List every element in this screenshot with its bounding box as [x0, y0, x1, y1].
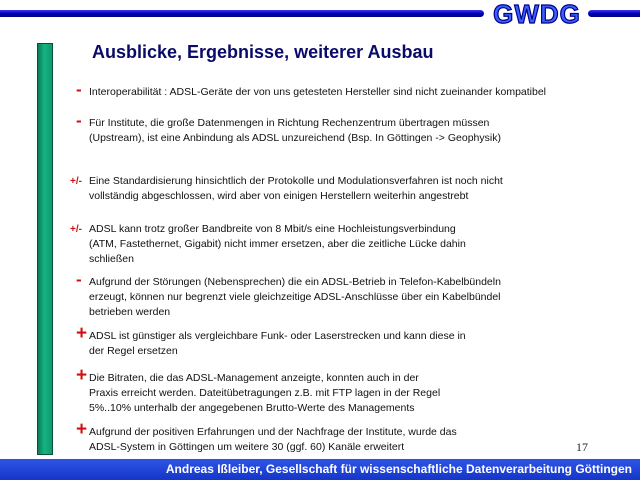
bullet-text: der Regel ersetzen	[89, 345, 178, 357]
bullet-marker: +/-	[70, 224, 82, 235]
bullet-item-2	[70, 111, 625, 146]
bullet-marker: +	[76, 323, 88, 344]
bullet-text: Eine Standardisierung hinsichtlich der Protokolle und Modulationsverfahren ist noch nicht	[89, 175, 503, 187]
gwdg-logo	[487, 0, 587, 28]
side-accent-bar	[37, 43, 53, 455]
bullet-text: schließen	[89, 253, 134, 265]
bullet-text: ADSL ist günstiger als vergleichbare Funk- oder Laserstrecken und kann diese in	[89, 330, 466, 342]
bullet-item-1	[70, 80, 625, 100]
bullet-marker: -	[76, 80, 82, 99]
page-number: 17	[576, 440, 588, 454]
bullet-item-4	[70, 222, 625, 267]
footer-bar	[0, 459, 640, 480]
bullet-item-7	[70, 365, 625, 416]
bullet-item-5	[70, 270, 625, 320]
bullet-text: Die Bitraten, die das ADSL-Management anzeigte, konnten auch in der	[89, 372, 419, 384]
bullet-text: ADSL kann trotz großer Bandbreite von 8 Mbit/s eine Hochleistungsverbindung	[89, 223, 456, 235]
bullet-item-6	[70, 323, 625, 359]
bullet-text: Aufgrund der positiven Erfahrungen und der Nachfrage der Institute, wurde das	[89, 426, 457, 438]
bullet-marker: +	[76, 419, 88, 440]
bullet-marker: -	[76, 270, 82, 289]
bullet-text: Praxis erreicht werden. Dateitübetragungen z.B. mit FTP lagen in der Regel	[89, 387, 441, 399]
slide-title: Ausblicke, Ergebnisse, weiterer Ausbau	[92, 42, 434, 62]
header-bar-right	[588, 10, 640, 17]
bullet-text: Aufgrund der Störungen (Nebensprechen) die ein ADSL-Betrieb in Telefon-Kabelbündeln	[89, 276, 501, 288]
bullet-item-3	[70, 174, 625, 204]
bullet-item-8	[70, 419, 625, 455]
bullet-text: Interoperabilität : ADSL-Geräte der von uns getesteten Hersteller sind nicht zueinander kompatibel	[89, 86, 547, 98]
bullet-text: 5%..10% unterhalb der angegebenen Brutto-Werte des Managements	[89, 402, 415, 414]
bullet-text: (ATM, Fastethernet, Gigabit) nicht immer ersetzen, aber die zeitliche Lücke dahin	[89, 238, 466, 250]
bullet-text: ADSL-System in Göttingen um weitere 30 (ggf. 60) Kanäle erweitert	[89, 441, 405, 453]
header-bar-left	[0, 10, 484, 17]
bullet-text: vollständig abgeschlossen, wird aber von einigen Herstellern weiterhin angestrebt	[89, 190, 469, 202]
bullet-marker: -	[76, 111, 82, 130]
bullet-text: erzeugt, können nur begrenzt viele gleichzeitige ADSL-Anschlüsse über ein Kabelbündel	[89, 291, 501, 303]
bullet-text: betrieben werden	[89, 306, 171, 318]
svg-text:GWDG: GWDG	[493, 0, 581, 28]
bullet-text: Für Institute, die große Datenmengen in Richtung Rechenzentrum übertragen müssen	[89, 117, 490, 129]
bullet-text: (Upstream), ist eine Anbindung als ADSL unzureichend (Bsp. In Göttingen -> Geophysik)	[89, 132, 501, 144]
bullet-marker: +/-	[70, 176, 82, 187]
footer-text: Andreas Ißleiber, Gesellschaft für wissenschaftliche Datenverarbeitung Göttingen	[165, 462, 632, 476]
bullet-marker: +	[76, 365, 88, 386]
